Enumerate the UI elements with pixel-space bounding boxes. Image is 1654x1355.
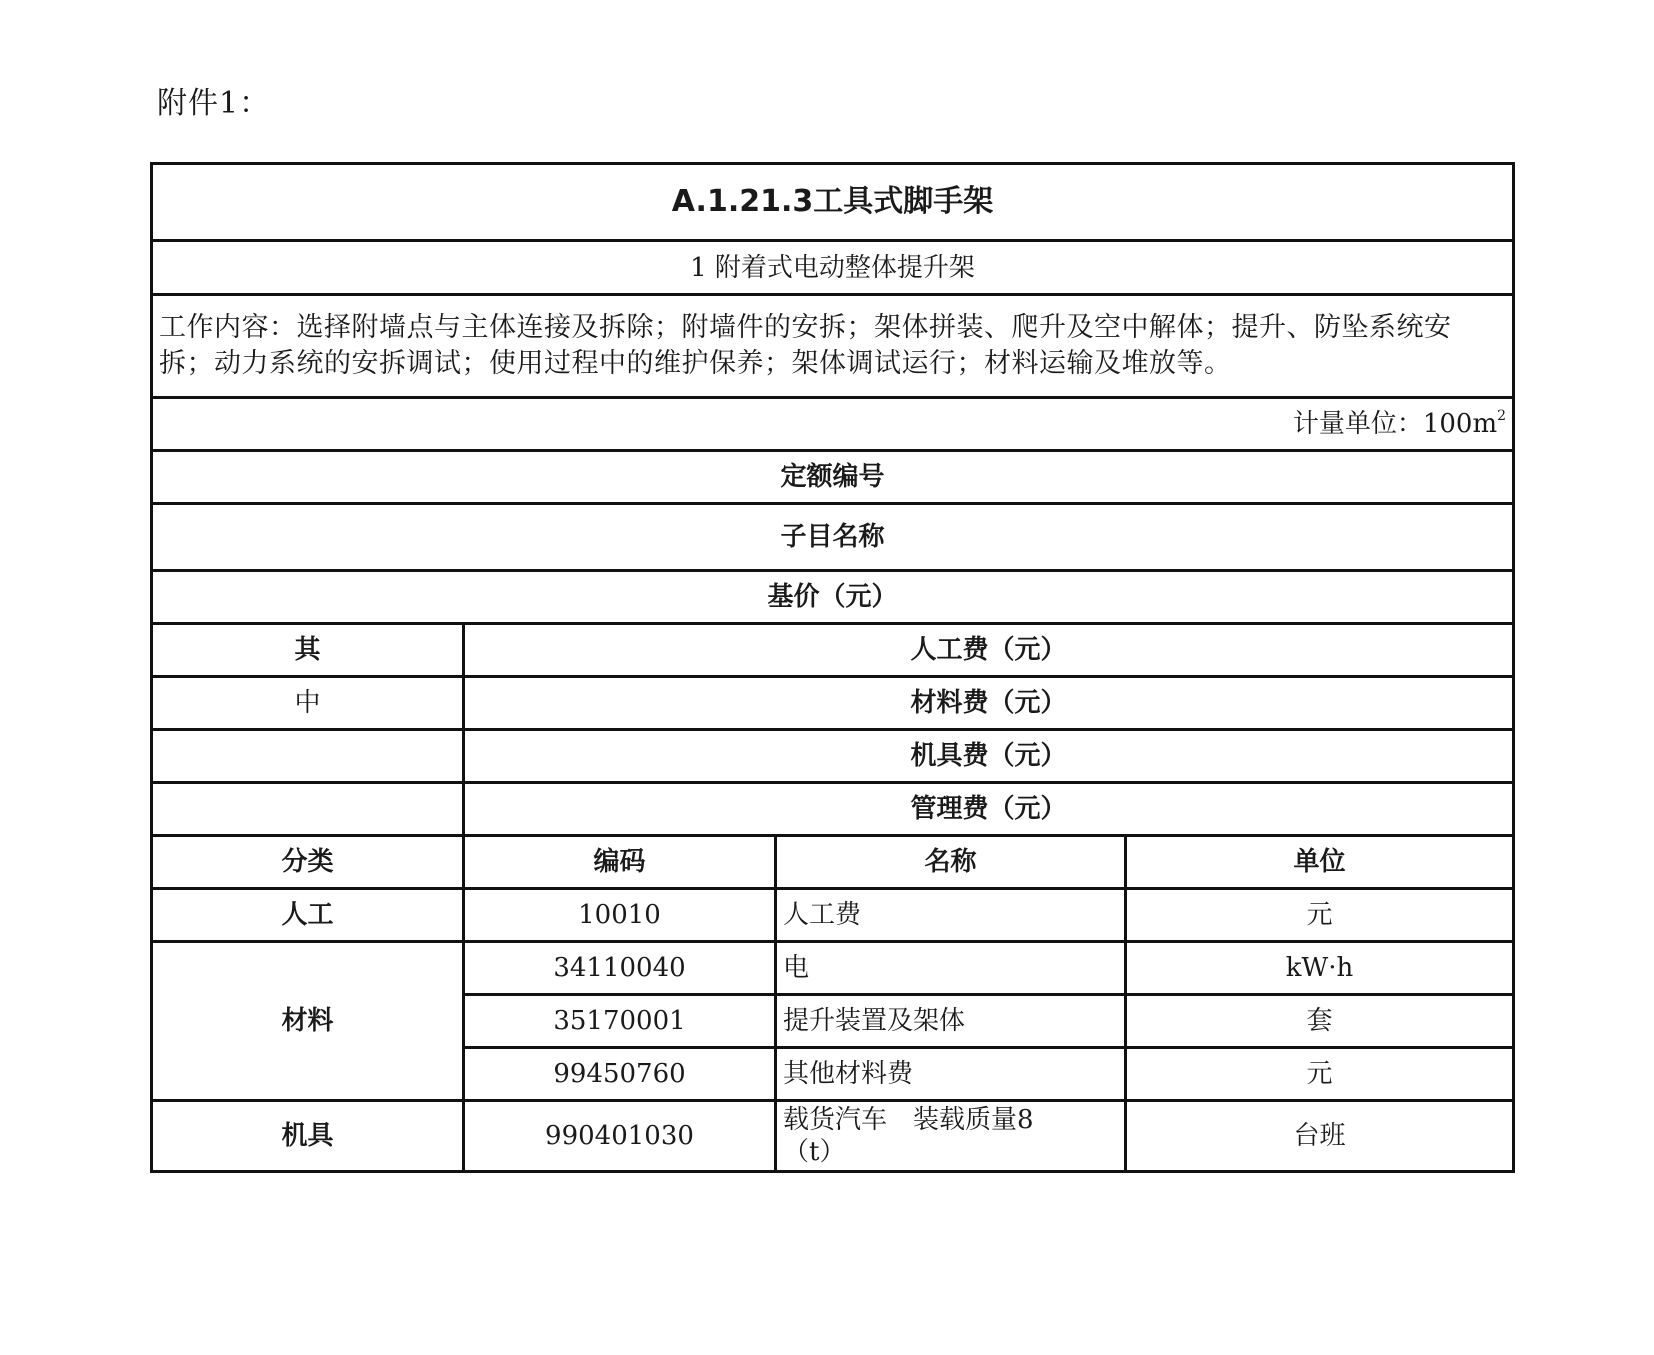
item-unit: 元	[1126, 1048, 1514, 1101]
material-cost-label: 材料费（元）	[464, 677, 1514, 730]
item-unit: 台班	[1126, 1101, 1514, 1172]
item-name: 其他材料费	[776, 1048, 1126, 1101]
item-code: 35170001	[464, 995, 776, 1048]
machine-cost-label: 机具费（元）	[464, 730, 1514, 783]
breakdown-empty-cell	[152, 783, 464, 836]
header-category: 分类	[152, 836, 464, 889]
column-header-row	[152, 836, 1514, 889]
category-machine: 机具	[152, 1101, 464, 1172]
table-subtitle: 1 附着式电动整体提升架	[152, 241, 1514, 295]
machine-cost-row	[152, 730, 1514, 783]
item-name-line-1: 载货汽车 装载质量8	[783, 1105, 1034, 1135]
item-name: 人工费	[776, 889, 1126, 942]
breakdown-group-label-2: 中	[152, 677, 464, 730]
item-code: 99450760	[464, 1048, 776, 1101]
work-content: 工作内容：选择附墙点与主体连接及拆除；附墙件的安拆；架体拼装、爬升及空中解体；提升、防坠系统安拆；动力系统的安拆调试；使用过程中的维护保养；架体调试运行；材料运输及堆放等。	[152, 295, 1514, 398]
header-name: 名称	[776, 836, 1126, 889]
item-name-line-2: （t）	[783, 1137, 846, 1167]
item-code: 34110040	[464, 942, 776, 995]
table-title-row	[152, 164, 1514, 241]
management-cost-row	[152, 783, 1514, 836]
category-materials: 材料	[152, 942, 464, 1101]
labor-cost-label: 人工费（元）	[464, 624, 1514, 677]
header-code: 编码	[464, 836, 776, 889]
quota-table	[150, 162, 1515, 1173]
quota-code-row	[152, 451, 1514, 504]
breakdown-group-label-1: 其	[152, 624, 464, 677]
base-price-label: 基价（元）	[152, 571, 1514, 624]
management-cost-label: 管理费（元）	[464, 783, 1514, 836]
breakdown-empty-cell	[152, 730, 464, 783]
unit-superscript: 2	[1497, 408, 1507, 424]
item-name: 电	[776, 942, 1126, 995]
labor-cost-row	[152, 624, 1514, 677]
attachment-label: 附件1：	[157, 86, 271, 121]
table-title: A.1.21.3工具式脚手架	[152, 164, 1514, 241]
header-unit: 单位	[1126, 836, 1514, 889]
item-unit: kW·h	[1126, 942, 1514, 995]
item-name-label: 子目名称	[152, 504, 1514, 571]
quota-code-label: 定额编号	[152, 451, 1514, 504]
work-content-row	[152, 295, 1514, 398]
item-unit: 套	[1126, 995, 1514, 1048]
material-cost-row	[152, 677, 1514, 730]
base-price-row	[152, 571, 1514, 624]
table-row	[152, 889, 1514, 942]
table-subtitle-row	[152, 241, 1514, 295]
table-row	[152, 1101, 1514, 1172]
category-labor: 人工	[152, 889, 464, 942]
item-name	[776, 1101, 1126, 1172]
measurement-unit	[152, 398, 1514, 451]
unit-row	[152, 398, 1514, 451]
item-unit: 元	[1126, 889, 1514, 942]
item-code: 990401030	[464, 1101, 776, 1172]
item-code: 10010	[464, 889, 776, 942]
item-name-row	[152, 504, 1514, 571]
item-name: 提升装置及架体	[776, 995, 1126, 1048]
unit-label: 计量单位：100m	[1292, 409, 1498, 439]
table-row	[152, 942, 1514, 995]
